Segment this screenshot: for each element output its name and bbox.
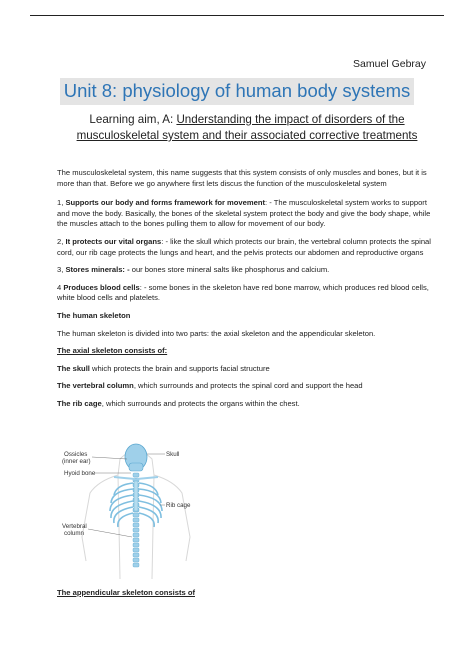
author-name: Samuel Gebray (353, 58, 426, 70)
skeleton-heading: The human skeleton (57, 310, 131, 320)
axial-item-text: , which surrounds and protects the organs within the chest. (101, 398, 300, 408)
function-paragraph (57, 283, 432, 304)
function-paragraph (57, 265, 432, 276)
label-inner-ear: (inner ear) (62, 458, 91, 465)
leader-vertebral (88, 529, 132, 537)
label-column: column (64, 530, 84, 537)
function-title: Produces blood cells (63, 282, 140, 292)
learning-aim (60, 112, 434, 144)
axial-item-text: , which surrounds and protects the spinal cord and support the head (133, 381, 363, 391)
function-title: Supports our body and forms framework for movement (65, 198, 266, 208)
label-hyoid: Hyoid bone (64, 470, 96, 477)
function-number: 1, (57, 198, 66, 208)
function-text: : - The musculoskeletal system works to support and move the body. Basically, the bones of the skeletal system protect the body and give the body shape, while the muscles attach to the bones pulling them to allow for movement of our body. (57, 198, 431, 229)
label-skull: Skull (166, 451, 180, 458)
axial-item-text: which protects the brain and supports facial structure (89, 363, 270, 373)
axial-item-title: The rib cage (57, 398, 102, 408)
appendicular-heading: The appendicular skeleton consists of (57, 588, 195, 597)
function-text: : - some bones in the skeleton have red bone marrow, which produces red blood cells, white blood cells and platelets. (57, 282, 429, 303)
learning-aim-prefix: Learning aim, A: (89, 113, 177, 126)
label-ossicles: Ossicles (64, 451, 88, 458)
function-number: 2, (57, 236, 66, 246)
axial-skeleton-figure (58, 441, 210, 579)
function-paragraph (57, 237, 432, 258)
function-number: 3, (57, 265, 66, 275)
axial-item-title: The skull (57, 363, 90, 373)
axial-item (57, 364, 432, 375)
axial-item (57, 381, 432, 392)
jaw-shape (129, 463, 143, 471)
skeleton-paragraph: The human skeleton is divided into two parts: the axial skeleton and the appendicular skeleton. (57, 328, 376, 338)
function-number: 4 (57, 282, 64, 292)
label-vertebral: Vertebral (62, 523, 87, 530)
function-text: our bones store mineral salts like phosphorus and calcium. (129, 265, 330, 275)
sternum-shape (134, 481, 138, 511)
intro-paragraph: The musculoskeletal system, this name suggests that this system consists of only muscles and bones, but it is more than that. Before we go anywhere first lets discus the function of the musculoskeletal system (57, 168, 427, 188)
document-title: Unit 8: physiology of human body systems (60, 78, 415, 105)
axial-item (57, 399, 432, 410)
axial-item-title: The vertebral column (57, 381, 134, 391)
axial-heading: The axial skeleton consists of: (57, 346, 168, 356)
function-title: Stores minerals: - (65, 265, 130, 275)
function-text: : - like the skull which protects our brain, the vertebral column protects the spinal cord, our rib cage protects the lungs and heart, and the pelvis protects our abdomen and reproductive organs (57, 236, 431, 257)
document-body (57, 168, 432, 417)
learning-aim-text: Understanding the impact of disorders of the musculoskeletal system and their associated corrective treatments (76, 113, 418, 142)
function-paragraph (57, 198, 432, 230)
function-title: It protects our vital organs (65, 236, 162, 246)
label-rib-cage: Rib cage (166, 502, 191, 509)
header-rule (30, 15, 444, 16)
title-block (0, 78, 474, 105)
